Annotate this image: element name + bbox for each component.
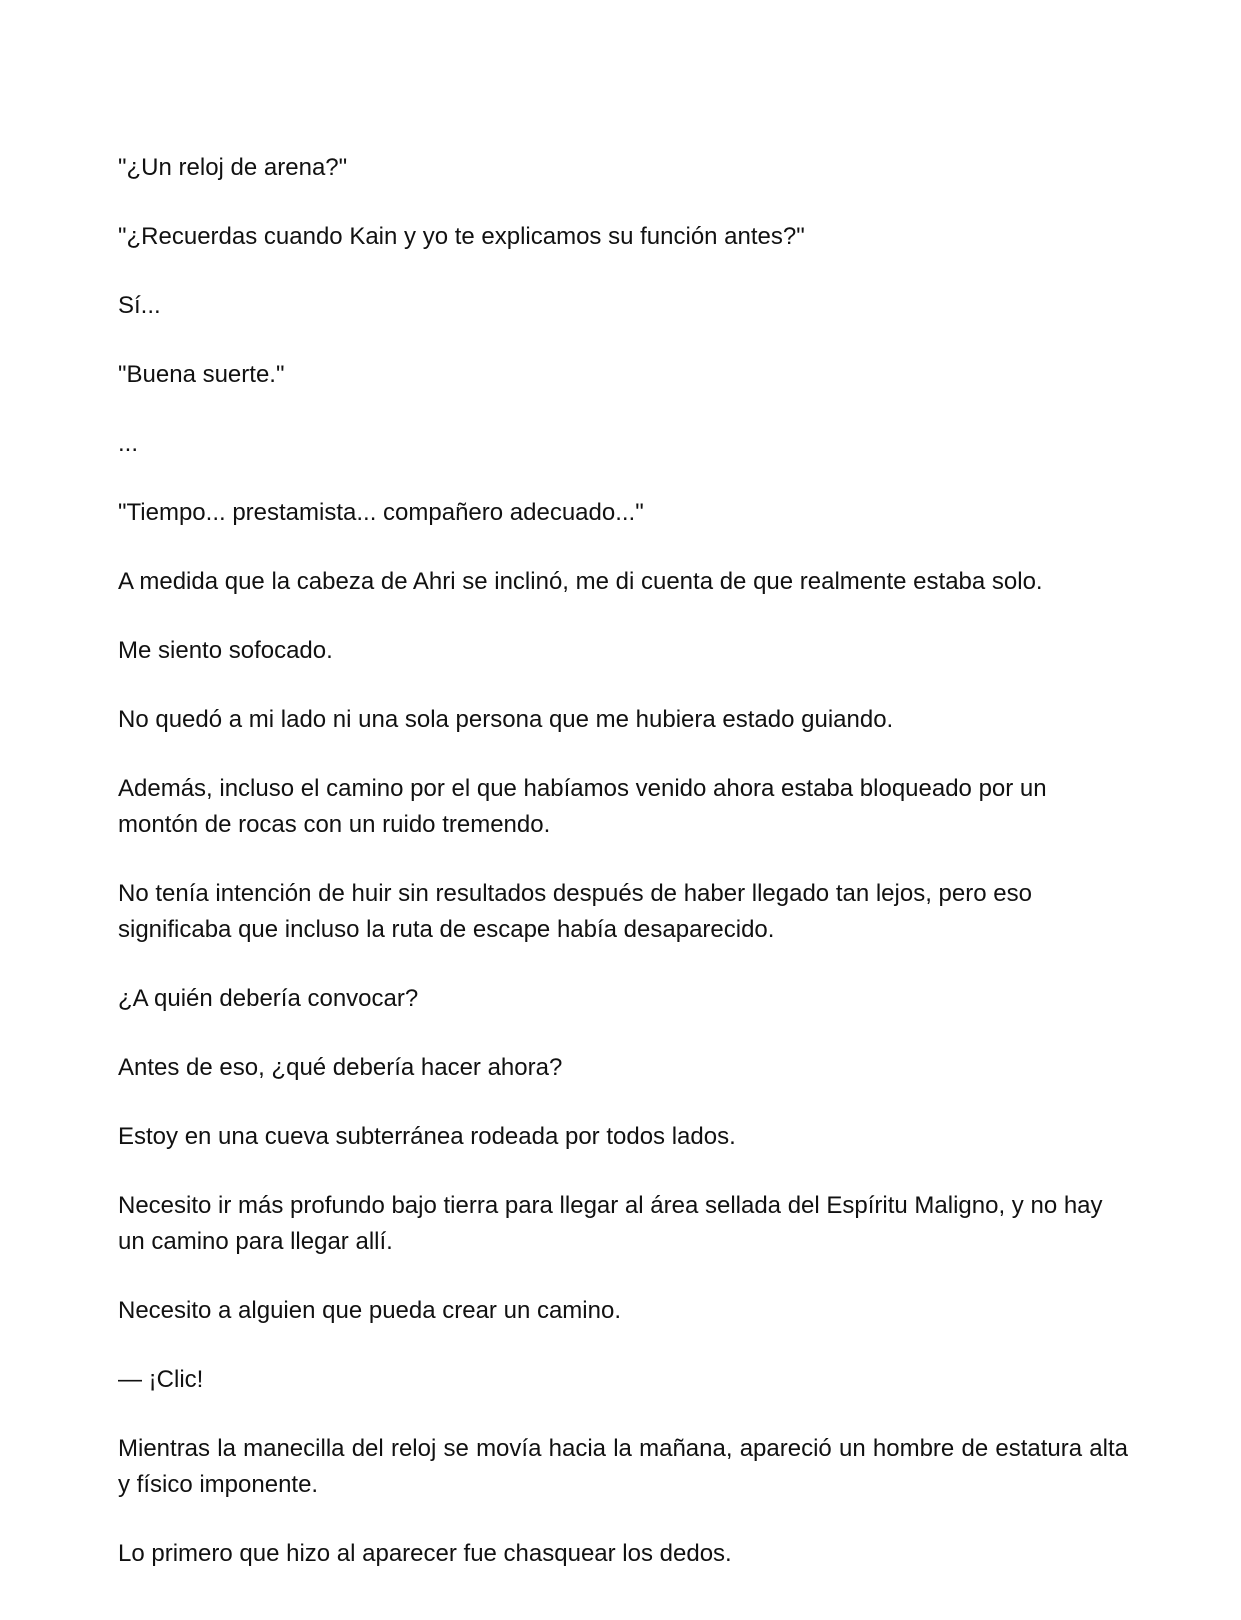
paragraph: Necesito a alguien que pueda crear un camino. — [118, 1297, 621, 1324]
document-page — [118, 150, 1128, 1605]
paragraph: — ¡Clic! — [118, 1366, 204, 1393]
paragraph: Necesito ir más profundo bajo tierra para llegar al área sellada del Espíritu Maligno, y no hay un camino para llegar allí. — [118, 1192, 1103, 1255]
paragraph: ¿A quién debería convocar? — [118, 985, 419, 1012]
paragraph: Además, incluso el camino por el que habíamos venido ahora estaba bloqueado por un montón de rocas con un ruido tremendo. — [118, 775, 1047, 838]
paragraph: Me siento sofocado. — [118, 637, 333, 664]
paragraph: "Tiempo... prestamista... compañero adecuado..." — [118, 499, 644, 526]
paragraph: "¿Recuerdas cuando Kain y yo te explicamos su función antes?" — [118, 223, 805, 250]
paragraph: No quedó a mi lado ni una sola persona que me hubiera estado guiando. — [118, 706, 894, 733]
paragraph: "Buena suerte." — [118, 361, 285, 388]
paragraph: A medida que la cabeza de Ahri se inclinó, me di cuenta de que realmente estaba solo. — [118, 568, 1043, 595]
paragraph: Mientras la manecilla del reloj se movía hacia la mañana, apareció un hombre de estatura alta y físico imponente. — [118, 1435, 1128, 1498]
paragraph: Estoy en una cueva subterránea rodeada por todos lados. — [118, 1123, 736, 1150]
paragraph: "¿Un reloj de arena?" — [118, 154, 348, 181]
paragraph: No tenía intención de huir sin resultados después de haber llegado tan lejos, pero eso significaba que incluso la ruta de escape había desaparecido. — [118, 880, 1032, 943]
paragraph: Antes de eso, ¿qué debería hacer ahora? — [118, 1054, 563, 1081]
paragraph: ... — [118, 430, 139, 457]
paragraph: Lo primero que hizo al aparecer fue chasquear los dedos. — [118, 1540, 732, 1567]
paragraph: Sí... — [118, 292, 161, 319]
